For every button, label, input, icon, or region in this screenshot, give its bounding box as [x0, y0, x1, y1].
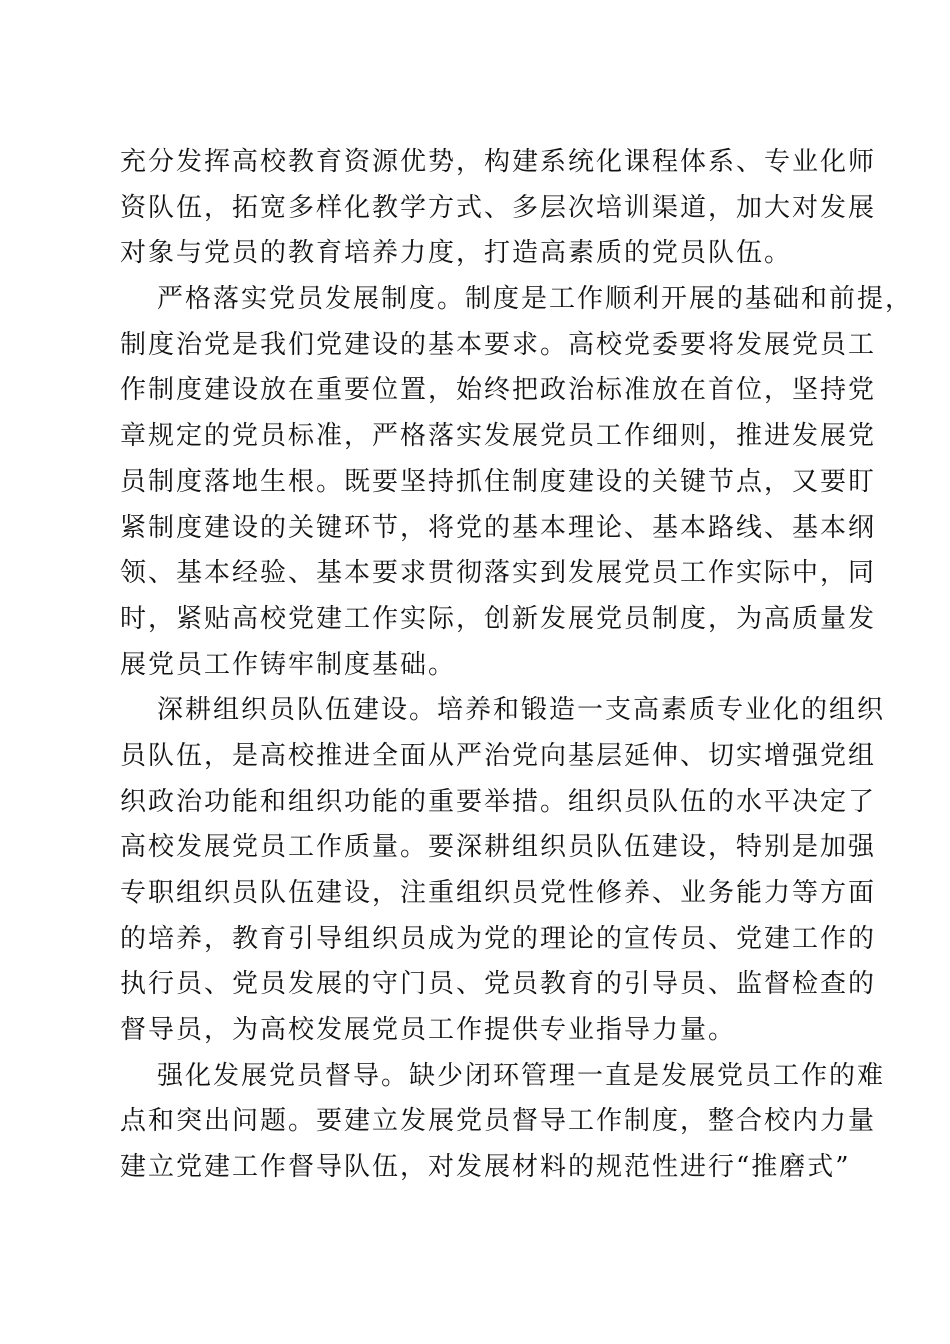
text-line: 高校发展党员工作质量。要深耕组织员队伍建设，特别是加强	[120, 832, 877, 863]
text-line: 展党员工作铸牢制度基础。	[120, 649, 457, 680]
paragraph-first-line: 强化发展党员督导。缺少闭环管理一直是发展党员工作的难	[157, 1060, 886, 1091]
text-line: 对象与党员的教育培养力度，打造高素质的党员队伍。	[120, 238, 793, 269]
text-line: 执行员、党员发展的守门员、党员教育的引导员、监督检查的	[120, 969, 877, 1000]
text-line: 作制度建设放在重要位置，始终把政治标准放在首位，坚持党	[120, 375, 877, 406]
text-line: 专职组织员队伍建设，注重组织员党性修养、业务能力等方面	[120, 878, 877, 908]
text-line: 时，紧贴高校党建工作实际，创新发展党员制度，为高质量发	[120, 603, 877, 634]
text-line: 员制度落地生根。既要坚持抓住制度建设的关键节点，又要盯	[120, 466, 877, 497]
text-line: 建立党建工作督导队伍，对发展材料的规范性进行“推磨式”	[120, 1152, 851, 1183]
text-line: 充分发挥高校教育资源优势，构建系统化课程体系、专业化师	[120, 147, 877, 177]
document-body	[120, 140, 914, 1191]
text-line: 的培养，教育引导组织员成为党的理论的宣传员、党建工作的	[120, 923, 877, 954]
text-line: 资队伍，拓宽多样化教学方式、多层次培训渠道，加大对发展	[120, 192, 877, 223]
text-line: 督导员，为高校发展党员工作提供专业指导力量。	[120, 1015, 737, 1046]
paragraph-first-line: 严格落实党员发展制度。制度是工作顺利开展的基础和前提，	[157, 284, 914, 315]
text-line: 紧制度建设的关键环节，将党的基本理论、基本路线、基本纲	[120, 512, 877, 543]
text-line: 点和突出问题。要建立发展党员督导工作制度，整合校内力量	[120, 1106, 877, 1137]
text-line: 领、基本经验、基本要求贯彻落实到发展党员工作实际中，同	[120, 558, 877, 589]
text-line: 章规定的党员标准，严格落实发展党员工作细则，推进发展党	[120, 421, 877, 452]
paragraph-first-line: 深耕组织员队伍建设。培养和锻造一支高素质专业化的组织	[157, 695, 886, 726]
text-line: 员队伍，是高校推进全面从严治党向基层延伸、切实增强党组	[120, 740, 877, 771]
text-line: 制度治党是我们党建设的基本要求。高校党委要将发展党员工	[120, 329, 877, 360]
text-line: 织政治功能和组织功能的重要举措。组织员队伍的水平决定了	[120, 786, 877, 817]
